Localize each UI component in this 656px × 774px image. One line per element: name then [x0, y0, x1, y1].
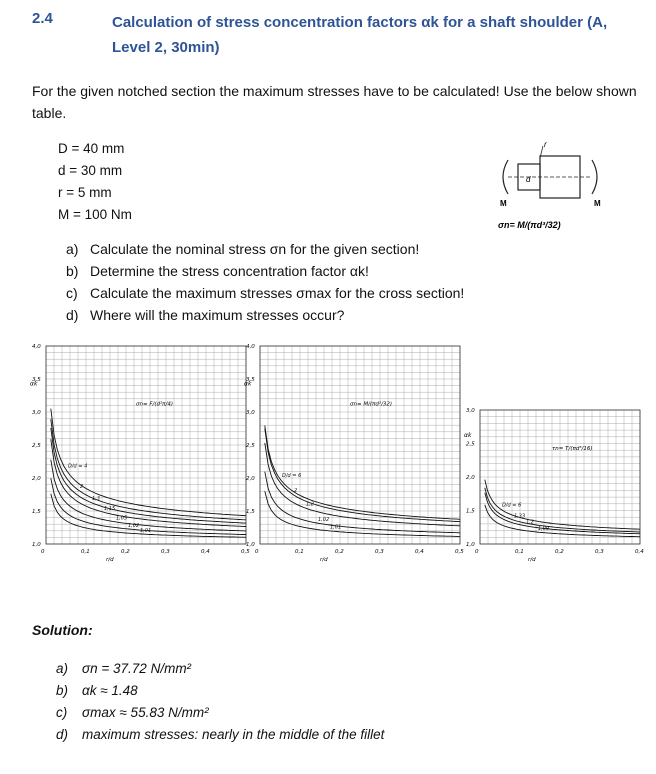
solution-b	[56, 680, 384, 702]
x-tick-label: 0,4	[415, 549, 424, 555]
x-axis-label: r/d	[320, 557, 328, 563]
task-c	[66, 282, 464, 304]
solution-d	[56, 724, 384, 746]
series-curve	[51, 428, 246, 523]
chart-title: τn= T/(πd³/16)	[552, 446, 593, 453]
series-curve	[265, 472, 460, 533]
series-label: D/d = 6	[282, 472, 302, 479]
chart-title: σn= M/(πd³/32)	[350, 401, 393, 408]
series-label: 1,3	[92, 496, 100, 503]
y-tick-label: 3,0	[246, 410, 255, 416]
y-tick-label: 1,5	[246, 509, 255, 515]
intro-text: For the given notched section the maximum stresses have to be calculated! Use the below shown table.	[32, 83, 637, 121]
solution-text: maximum stresses: nearly in the middle of the fillet	[82, 727, 385, 742]
solution-c	[56, 702, 384, 724]
series-label: 1,2	[526, 519, 534, 526]
y-tick-label: 2,5	[32, 443, 41, 449]
solution-label: d)	[56, 727, 69, 742]
task-text: Calculate the nominal stress σn for the given section!	[90, 241, 420, 257]
x-tick-label: 0,4	[201, 549, 210, 555]
series-curve	[265, 443, 460, 526]
series-curve	[51, 409, 246, 516]
series-label: 1,33	[514, 513, 526, 520]
series-label: 1,01	[330, 524, 342, 531]
y-tick-label: 3,0	[466, 408, 475, 414]
exercise-title: Calculation of stress concentration factors αk for a shaft shoulder (A, Level 2, 30min)	[112, 14, 608, 56]
x-tick-label: 0,3	[595, 549, 604, 555]
series-label: D/d = 6	[502, 502, 522, 509]
series-label: 2	[294, 487, 298, 494]
y-tick-label: 1,0	[246, 542, 255, 548]
given-M: M = 100 Nm	[58, 207, 132, 222]
x-tick-label: 0,2	[335, 549, 344, 555]
x-tick-label: 0,3	[375, 549, 384, 555]
task-a	[66, 238, 464, 260]
sketch-m-left: M	[500, 199, 507, 208]
series-label: 2	[80, 483, 84, 490]
task-label: c)	[66, 285, 78, 301]
series-label: 1,01	[140, 527, 152, 534]
series-curve	[485, 488, 640, 532]
y-tick-label: 4,0	[32, 344, 41, 350]
given-values	[58, 138, 132, 226]
task-d	[66, 304, 464, 326]
x-tick-label: 0	[255, 549, 259, 555]
series-curve	[485, 502, 640, 537]
y-tick-label: 1,0	[32, 542, 41, 548]
given-d: d = 30 mm	[58, 163, 123, 178]
solution-text: σmax ≈ 55.83 N/mm²	[82, 705, 209, 720]
y-tick-label: 3,0	[32, 410, 41, 416]
y-tick-label: 1,0	[466, 542, 475, 548]
given-r: r = 5 mm	[58, 185, 112, 200]
solution-list	[56, 658, 384, 746]
task-text: Determine the stress concentration factor αk!	[90, 263, 369, 279]
x-tick-label: 0,5	[455, 549, 464, 555]
solution-a	[56, 658, 384, 680]
solution-label: c)	[56, 705, 68, 720]
x-tick-label: 0,2	[121, 549, 130, 555]
sketch-m-right: M	[594, 199, 601, 208]
y-tick-label: 3,5	[32, 377, 41, 383]
y-tick-label: 2,5	[466, 441, 475, 448]
y-tick-label: 1,5	[466, 508, 475, 515]
x-tick-label: 0,1	[81, 549, 90, 555]
y-axis-label: αk	[30, 380, 38, 388]
y-axis-label: αk	[244, 380, 252, 388]
series-label: D/d = 4	[68, 463, 88, 470]
stress-concentration-charts	[28, 340, 648, 570]
sketch-r-label: r	[544, 140, 547, 149]
given-D: D = 40 mm	[58, 141, 125, 156]
x-tick-label: 0	[475, 549, 479, 555]
solution-label: b)	[56, 683, 69, 698]
sketch-d-label: d	[526, 175, 531, 184]
x-tick-label: 0,3	[161, 549, 170, 555]
shaft-sketch	[480, 138, 630, 238]
x-axis-label: r/d	[106, 557, 114, 563]
task-text: Where will the maximum stresses occur?	[90, 307, 345, 323]
series-label: 1,09	[538, 525, 550, 532]
task-label: a)	[66, 241, 79, 257]
y-tick-label: 2,0	[32, 476, 41, 482]
sketch-formula: σn= M/(πd³/32)	[498, 220, 561, 230]
task-label: b)	[66, 263, 79, 279]
solution-heading: Solution:	[32, 622, 93, 638]
solution-text: αk ≈ 1.48	[82, 683, 138, 698]
x-tick-label: 0,2	[555, 549, 564, 555]
exercise-number: 2.4	[32, 10, 53, 27]
y-tick-label: 2,5	[246, 443, 255, 449]
x-axis-label: r/d	[528, 557, 536, 563]
y-tick-label: 1,5	[32, 509, 41, 515]
task-label: d)	[66, 307, 79, 323]
y-tick-label: 3,5	[246, 377, 255, 383]
series-label: 1,02	[128, 522, 140, 529]
series-label: 1,2	[306, 501, 314, 508]
series-label: 1,02	[318, 516, 330, 523]
y-axis-label: αk	[464, 431, 472, 439]
y-tick-label: 4,0	[246, 344, 255, 350]
x-tick-label: 0	[41, 549, 45, 555]
chart-title: σn= F/(d²π/4)	[136, 401, 173, 408]
series-label: 1,05	[116, 515, 128, 522]
task-text: Calculate the maximum stresses σmax for the cross section!	[90, 285, 465, 301]
task-list	[66, 238, 464, 326]
x-tick-label: 0,1	[515, 549, 524, 555]
y-tick-label: 2,0	[246, 476, 255, 482]
x-tick-label: 0,4	[635, 549, 644, 555]
series-label: 1,15	[104, 505, 116, 512]
y-tick-label: 2,0	[466, 475, 475, 481]
x-tick-label: 0,1	[295, 549, 304, 555]
task-b	[66, 260, 464, 282]
solution-label: a)	[56, 661, 69, 676]
x-tick-label: 0,5	[241, 549, 250, 555]
solution-text: σn = 37.72 N/mm²	[82, 661, 192, 676]
